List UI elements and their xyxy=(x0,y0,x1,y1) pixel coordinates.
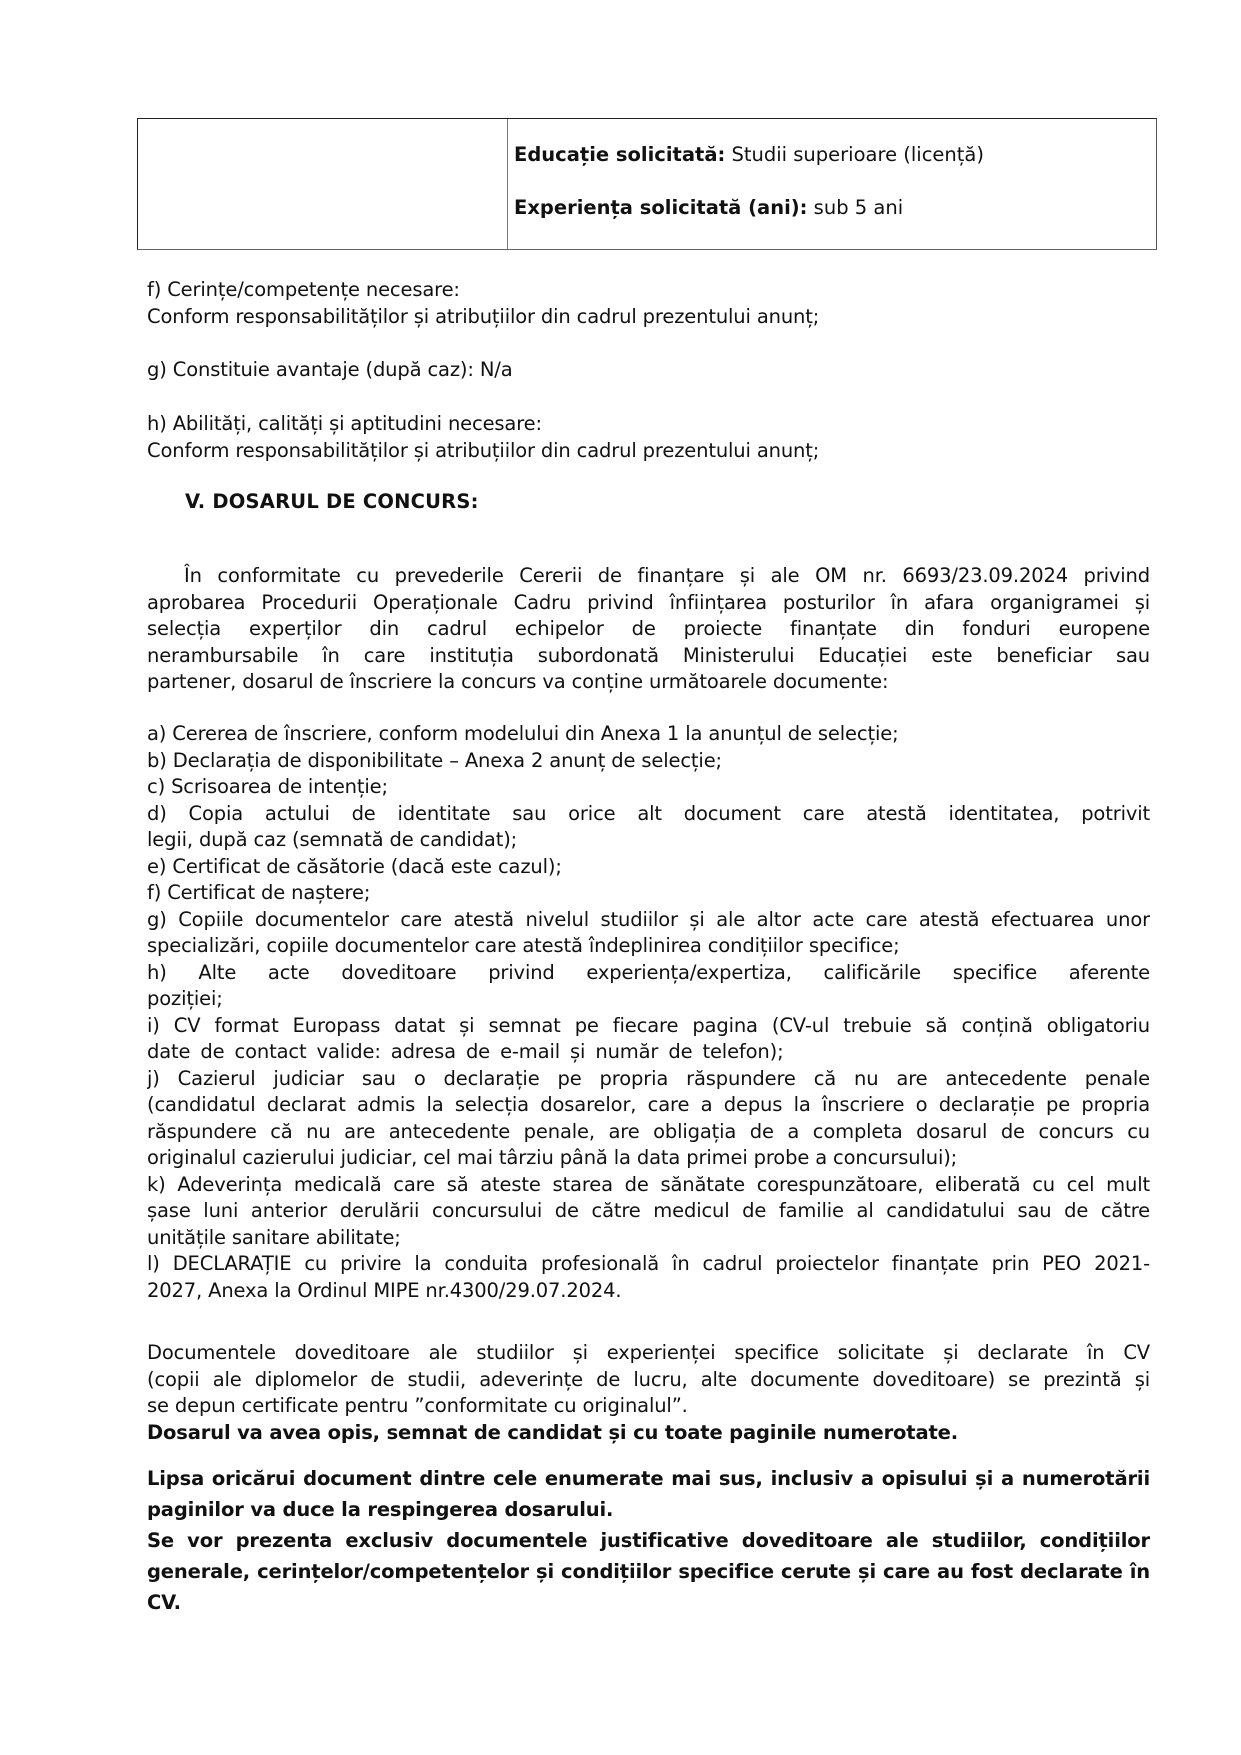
document-item-l-cont: 2027, Anexa la Ordinul MIPE nr.4300/29.07.2024. xyxy=(147,1278,622,1302)
document-item-j: j) Cazierul judiciar sau o declarație pe propria răspundere că nu are antecedente penale xyxy=(147,1066,1150,1090)
document-item-i: i) CV format Europass datat și semnat pe fiecare pagina (CV-ul trebuie să conțină obligatoriu xyxy=(147,1013,1150,1037)
requirement-h-title: h) Abilități, calități și aptitudini necesare: xyxy=(147,412,542,435)
exclusive-line: CV. xyxy=(147,1591,181,1614)
document-item-h-cont: poziției; xyxy=(147,987,223,1010)
requirement-f xyxy=(147,277,1150,330)
exclusive-line: Se vor prezenta exclusiv documentele justificative doveditoare ale studiilor, condițiilor xyxy=(147,1529,1150,1552)
section-heading: V. DOSARUL DE CONCURS: xyxy=(185,490,479,513)
intro-paragraph xyxy=(147,563,1150,696)
document-item-g: g) Copiile documentelor care atestă nivelul studiilor și ale altor acte care atestă efectuarea unor xyxy=(147,907,1150,931)
intro-line: aprobarea Procedurii Operaționale Cadru privind înființarea posturilor în afara organigramei și xyxy=(147,590,1150,614)
requirement-g-text: g) Constituie avantaje (după caz): N/a xyxy=(147,358,513,381)
document-item-g-cont: specializări, copiile documentelor care atestă îndeplinirea condițiilor specifice; xyxy=(147,934,900,957)
requirement-f-title: f) Cerințe/competențe necesare: xyxy=(147,278,460,301)
intro-line: partener, dosarul de înscriere la concurs va conține următoarele documente: xyxy=(147,670,889,693)
supporting-line: (copii ale diplomelor de studii, adeverințe de lucru, alte documente doveditoare) se prezintă și xyxy=(147,1367,1150,1391)
table-empty-cell xyxy=(138,119,508,249)
document-item-j-cont: răspundere că nu are antecedente penale, are obligația de a completa dosarul de concurs cu xyxy=(147,1119,1150,1143)
document-item-d: d) Copia actului de identitate sau orice alt document care atestă identitatea, potrivit xyxy=(147,801,1150,825)
education-row xyxy=(514,143,984,166)
document-item-a: a) Cererea de înscriere, conform modelului din Anexa 1 la anunțul de selecție; xyxy=(147,722,899,745)
documents-list xyxy=(147,721,1150,1304)
document-item-c: c) Scrisoarea de intenție; xyxy=(147,775,388,798)
requirement-h-text: Conform responsabilităților și atribuțiilor din cadrul prezentului anunț; xyxy=(147,438,820,462)
table-requirements-cell xyxy=(508,119,1156,249)
document-item-k-cont: unitățile sanitare abilitate; xyxy=(147,1225,401,1249)
supporting-paragraph xyxy=(147,1340,1150,1446)
document-item-k: k) Adeverința medicală care să ateste starea de sănătate corespunzătoare, eliberată cu cel mult xyxy=(147,1172,1150,1196)
requirement-f-text: Conform responsabilităților și atribuțiilor din cadrul prezentului anunț; xyxy=(147,304,820,328)
rejection-line: paginilor va duce la respingerea dosarului. xyxy=(147,1498,614,1521)
requirement-g xyxy=(147,357,1150,384)
education-label: Educație solicitată: xyxy=(514,143,726,166)
opis-note: Dosarul va avea opis, semnat de candidat și cu toate paginile numerotate. xyxy=(147,1420,958,1444)
intro-line: nerambursabile în care instituția subordonată Ministerului Educației este beneficiar sau xyxy=(147,643,1150,667)
document-item-j-cont: originalul cazierului judiciar, cel mai târziu până la data primei probe a concursului); xyxy=(147,1146,958,1169)
experience-row xyxy=(514,196,903,219)
document-item-l: l) DECLARAȚIE cu privire la conduita profesională în cadrul proiectelor finanțate prin PEO 2021- xyxy=(147,1252,1150,1275)
document-item-h: h) Alte acte doveditoare privind experiența/expertiza, calificările specifice aferente xyxy=(147,960,1150,984)
exclusive-line: generale, cerințelor/competențelor și condițiilor specifice cerute și care au fost declarate în xyxy=(147,1560,1150,1583)
intro-line: selecția experților din cadrul echipelor de proiecte finanțate din fonduri europene xyxy=(147,617,1150,640)
experience-label: Experiența solicitată (ani): xyxy=(514,196,808,219)
experience-value: sub 5 ani xyxy=(807,196,904,219)
supporting-line: se depun certificate pentru ”conformitate cu originalul”. xyxy=(147,1394,688,1417)
document-item-i-cont: date de contact valide: adresa de e-mail și număr de telefon); xyxy=(147,1040,784,1063)
education-value: Studii superioare (licență) xyxy=(725,143,984,166)
document-item-f: f) Certificat de naștere; xyxy=(147,881,371,904)
document-item-j-cont: (candidatul declarat admis la selecția dosarelor, care a depus la înscriere o declarație pe propria xyxy=(147,1093,1150,1116)
rejection-line: Lipsa oricărui document dintre cele enumerate mai sus, inclusiv a opisului și a numerotării xyxy=(147,1467,1150,1490)
rejection-warning xyxy=(147,1463,1150,1618)
document-item-b: b) Declarația de disponibilitate – Anexa 2 anunț de selecție; xyxy=(147,748,722,772)
intro-line: În conformitate cu prevederile Cererii de finanțare și ale OM nr. 6693/23.09.2024 privind xyxy=(184,564,1150,587)
document-item-e: e) Certificat de căsătorie (dacă este cazul); xyxy=(147,854,562,878)
requirements-table xyxy=(137,118,1157,250)
requirement-h xyxy=(147,411,1150,464)
supporting-line: Documentele doveditoare ale studiilor și experienței specifice solicitate și declarate în CV xyxy=(147,1341,1150,1364)
document-item-k-cont: șase luni anterior derulării concursului de către medicul de familie al candidatului sau de către xyxy=(147,1199,1150,1222)
document-item-d-cont: legii, după caz (semnată de candidat); xyxy=(147,828,518,851)
